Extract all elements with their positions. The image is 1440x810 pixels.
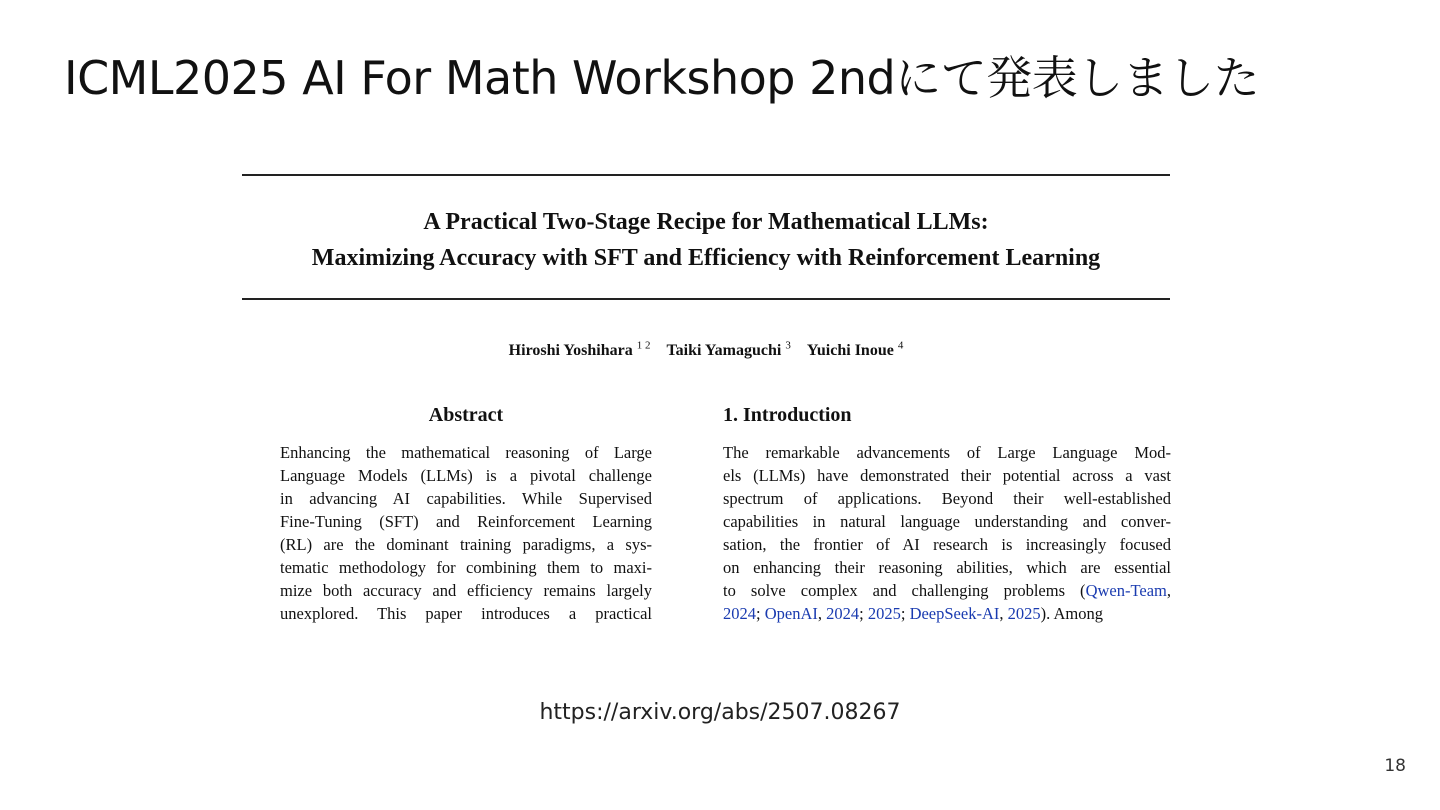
- paper-screenshot: [242, 172, 1170, 632]
- abstract-column: [280, 404, 652, 625]
- abstract-line: tematic methodology for combining them to maxi-: [280, 558, 652, 577]
- abstract-text: [280, 441, 652, 625]
- introduction-heading: 1. Introduction: [723, 404, 852, 426]
- intro-line-text: ,: [1166, 581, 1171, 600]
- intro-line: [723, 602, 1171, 625]
- abstract-heading: Abstract: [428, 404, 504, 426]
- author: [807, 342, 904, 359]
- abstract-line: unexplored. This paper introduces a practical: [280, 604, 652, 623]
- intro-line: els (LLMs) have demonstrated their potential across a vast: [723, 466, 1171, 485]
- citation-separator: ,: [999, 604, 1008, 623]
- citation-separator: ;: [859, 604, 868, 623]
- abstract-line: Enhancing the mathematical reasoning of Large: [280, 443, 652, 462]
- intro-line: The remarkable advancements of Large Language Mod-: [723, 443, 1171, 462]
- author: [509, 342, 651, 359]
- citation-separator: ;: [900, 604, 910, 623]
- author-name: Hiroshi Yoshihara: [508, 342, 633, 360]
- introduction-column: [723, 404, 1171, 625]
- intro-line: on enhancing their reasoning abilities, which are essential: [723, 558, 1171, 577]
- author-affiliation: 3: [785, 340, 791, 352]
- author-affiliation: 1 2: [636, 340, 651, 352]
- citation-link[interactable]: 2024: [723, 604, 756, 623]
- slide-title: ICML2025 AI For Math Workshop 2ndにて発表しました: [64, 51, 1260, 105]
- citation-link[interactable]: 2024: [826, 604, 860, 623]
- abstract-line: Fine-Tuning (SFT) and Reinforcement Learning: [280, 512, 652, 531]
- author: [666, 342, 790, 359]
- citation-link[interactable]: DeepSeek-AI: [909, 604, 1000, 623]
- abstract-line: Language Models (LLMs) is a pivotal challenge: [280, 466, 652, 485]
- citation-link[interactable]: Qwen-Team: [1085, 581, 1167, 600]
- paper-title-line-2: Maximizing Accuracy with SFT and Efficiency with Reinforcement Learning: [311, 245, 1101, 271]
- paper-title: [242, 204, 1170, 276]
- author-affiliation: 4: [897, 340, 904, 352]
- abstract-line: mize both accuracy and efficiency remains largely: [280, 581, 652, 600]
- intro-line: [723, 579, 1171, 602]
- intro-line: capabilities in natural language understanding and conver-: [723, 512, 1171, 531]
- citation-separator: ;: [756, 604, 765, 623]
- paper-title-line-1: A Practical Two-Stage Recipe for Mathematical LLMs:: [423, 209, 989, 235]
- citation-link[interactable]: OpenAI: [764, 604, 818, 623]
- introduction-text: [723, 441, 1171, 625]
- author-list: [242, 340, 1170, 360]
- intro-line-text: to solve complex and challenging problems (: [723, 581, 1086, 600]
- paper-url[interactable]: https://arxiv.org/abs/2507.08267: [539, 700, 901, 725]
- abstract-line: (RL) are the dominant training paradigms, a sys-: [280, 535, 652, 554]
- citation-separator: ,: [817, 604, 827, 623]
- title-rule-top: [242, 174, 1170, 176]
- intro-line: spectrum of applications. Beyond their well-established: [723, 489, 1171, 508]
- citation-link[interactable]: 2025: [867, 604, 901, 623]
- intro-line: sation, the frontier of AI research is increasingly focused: [723, 535, 1171, 554]
- title-rule-bottom: [242, 298, 1170, 300]
- author-name: Yuichi Inoue: [806, 342, 894, 360]
- author-name: Taiki Yamaguchi: [666, 342, 782, 360]
- citation-link[interactable]: 2025: [1007, 604, 1041, 623]
- intro-line-text: ). Among: [1040, 604, 1103, 623]
- abstract-line: in advancing AI capabilities. While Supervised: [280, 489, 652, 508]
- page-number: 18: [1384, 756, 1406, 776]
